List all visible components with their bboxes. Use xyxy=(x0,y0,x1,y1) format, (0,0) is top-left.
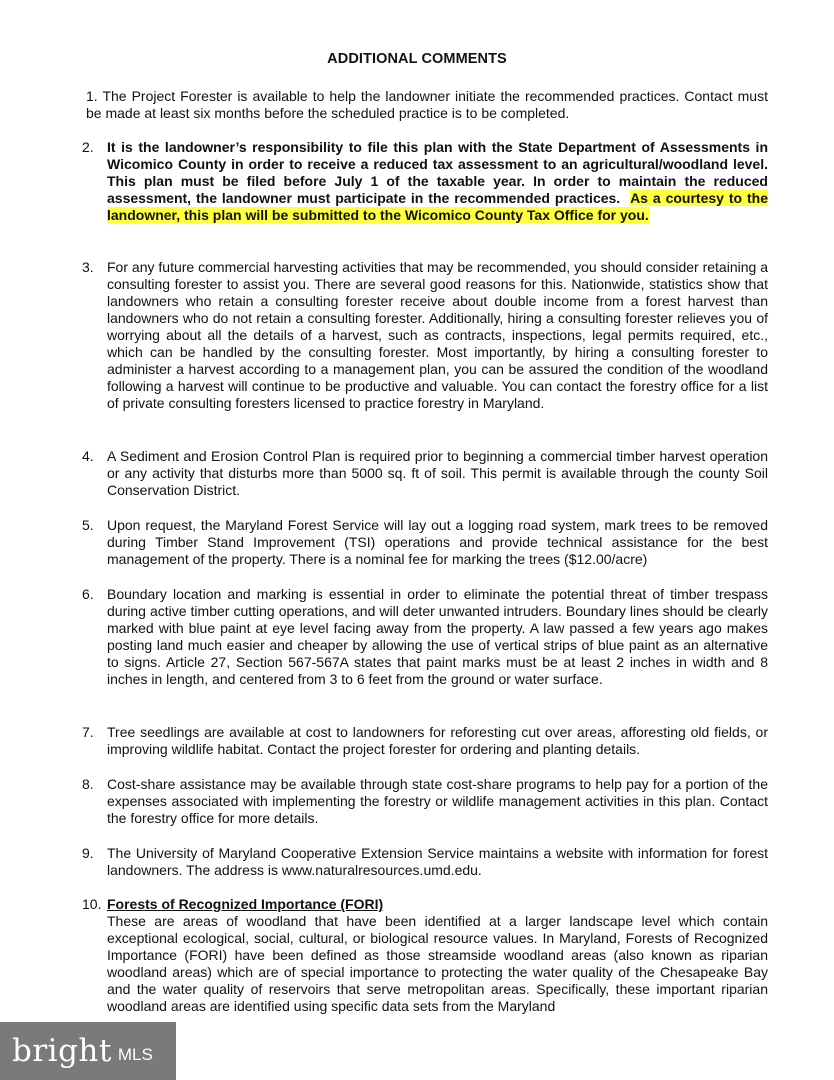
list-item-4: A Sediment and Erosion Control Plan is required prior to beginning a commercial timber harvest operation or any activity that disturbs more than 5000 sq. ft of soil. This permit is available through the county Soil Conservation District. xyxy=(107,448,768,498)
item-9-number: 9. xyxy=(82,845,94,861)
item-10-text: These are areas of woodland that have been identified at a larger landscape level which contain exceptional ecological, social, cultural, or biological resource values. In Maryland, Forests of Recognized Importance (FORI) have been defined as those streamside woodland areas (also known as riparian woodland areas) which are of special importance to protecting the water quality of the Chesapeake Bay and the water quality of reservoirs that serve metropolitan areas. Specifically, these important riparian woodland areas are identified using specific data sets from the Maryland xyxy=(107,913,768,1014)
watermark-brand: bright xyxy=(12,1033,112,1069)
list-item-3: For any future commercial harvesting activities that may be recommended, you should consider retaining a consulting forester to assist you. There are several good reasons for this. Nationwide, statistics show that landowners who retain a consulting forester receive about double income from a forest harvest than landowners who do not retain a consulting forester. Additionally, hiring a consulting forester relieves you of worrying about all the details of a harvest, such as contracts, inspections, legal permits required, etc., which can be handled by the consulting forester. Most importantly, by hiring a consulting forester to administer a harvest according to a management plan, you can be assured the condition of the woodland following a harvest will continue to be productive and valuable. You can contact the forestry office for a list of private consulting foresters licensed to practice forestry in Maryland. xyxy=(107,259,768,411)
item-1-number: 1. xyxy=(86,88,98,104)
list-item-10 xyxy=(107,896,768,1015)
page-title: ADDITIONAL COMMENTS xyxy=(327,51,507,67)
watermark-suffix: MLS xyxy=(117,1045,153,1064)
item-2-highlight-text: As a courtesy to the landowner, this plan will be submitted to the Wicomico County Tax Office for you. xyxy=(107,190,769,223)
item-5-number: 5. xyxy=(82,517,94,533)
item-3-number: 3. xyxy=(82,259,94,275)
item-4-number: 4. xyxy=(82,448,94,464)
bright-mls-watermark xyxy=(0,1022,176,1080)
list-item-2 xyxy=(107,139,768,224)
list-item-7: Tree seedlings are available at cost to landowners for reforesting cut over areas, afforesting old fields, or improving wildlife habitat. Contact the project forester for ordering and planting details. xyxy=(107,724,768,757)
item-10-number: 10. xyxy=(82,896,102,912)
list-item-9: The University of Maryland Cooperative Extension Service maintains a website with information for forest landowners. The address is www.naturalresources.umd.edu. xyxy=(107,845,768,878)
list-item-8: Cost-share assistance may be available through state cost-share programs to help pay for a portion of the expenses associated with implementing the forestry or wildlife management activities in this plan. Contact the forestry office for more details. xyxy=(107,776,768,826)
list-item-1 xyxy=(86,88,768,122)
list-item-6: Boundary location and marking is essential in order to eliminate the potential threat of timber trespass during active timber cutting operations, and will deter unwanted intruders. Boundary lines should be clearly marked with blue paint at eye level facing away from the property. A law passed a few years ago makes posting land much easier and cheaper by allowing the use of vertical strips of blue paint as an alternative to signs. Article 27, Section 567-567A states that paint marks must be at least 2 inches in width and 8 inches in length, and centered from 3 to 6 feet from the ground or water surface. xyxy=(107,586,768,687)
item-2-number: 2. xyxy=(82,139,94,155)
item-8-number: 8. xyxy=(82,776,94,792)
item-6-number: 6. xyxy=(82,586,94,602)
list-item-5: Upon request, the Maryland Forest Service will lay out a logging road system, mark trees to be removed during Timber Stand Improvement (TSI) operations and provide technical assistance for the best management of the property. There is a nominal fee for marking the trees ($12.00/acre) xyxy=(107,517,768,567)
item-7-number: 7. xyxy=(82,724,94,740)
item-1-text: The Project Forester is available to help the landowner initiate the recommended practices. Contact must be made at least six months before the scheduled practice is to be completed. xyxy=(86,88,768,121)
item-10-heading: Forests of Recognized Importance (FORI) xyxy=(107,896,384,912)
item-2-bold-text: It is the landowner’s responsibility to file this plan with the State Department of Assessments in Wicomico County in order to receive a reduced tax assessment to an agricultural/woodland level. This plan must be filed before July 1 of the taxable year. In order to maintain the reduced assessment, the landowner must participate in the recommended practices. xyxy=(107,139,768,206)
